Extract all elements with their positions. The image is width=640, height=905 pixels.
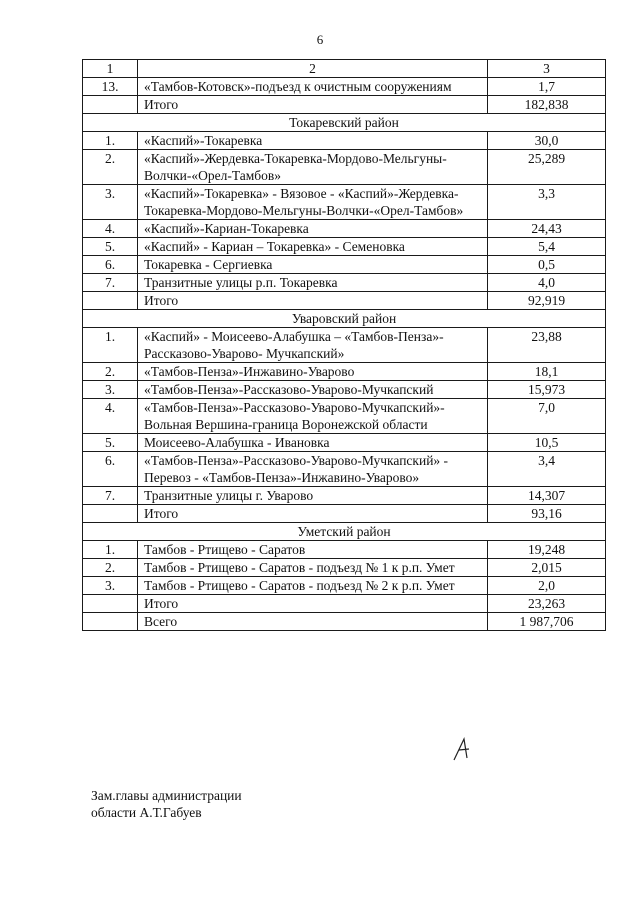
row-number: 1.	[83, 132, 138, 150]
row-number	[83, 595, 138, 613]
road-name: Итого	[138, 96, 488, 114]
table-row	[83, 613, 606, 631]
road-name: «Каспий» - Кариан – Токаревка» - Семеновка	[138, 238, 488, 256]
row-number	[83, 292, 138, 310]
table-row	[83, 274, 606, 292]
row-number	[83, 96, 138, 114]
header-col-3: 3	[488, 60, 606, 78]
row-number: 4.	[83, 220, 138, 238]
table-row	[83, 381, 606, 399]
road-length: 23,88	[488, 328, 606, 363]
table-row	[83, 452, 606, 487]
district-row	[83, 114, 606, 132]
page-number: 6	[316, 32, 324, 47]
road-name: Итого	[138, 595, 488, 613]
road-length: 2,015	[488, 559, 606, 577]
district-title: Уметский район	[83, 523, 606, 541]
signature-position: Зам.главы администрации	[91, 788, 242, 803]
road-length: 1,7	[488, 78, 606, 96]
road-name: «Каспий»-Жердевка-Токаревка-Мордово-Мельгуны-Волчки-«Орел-Тамбов»	[138, 150, 488, 185]
table-row	[83, 595, 606, 613]
road-length: 2,0	[488, 577, 606, 595]
row-number: 7.	[83, 487, 138, 505]
table-row	[83, 256, 606, 274]
table-row	[83, 399, 606, 434]
table-row	[83, 559, 606, 577]
district-row	[83, 523, 606, 541]
table-row	[83, 220, 606, 238]
road-name: «Тамбов-Пенза»-Рассказово-Уварово-Мучкапский» - Перевоз - «Тамбов-Пенза»-Инжавино-Уварово»	[138, 452, 488, 487]
road-length: 10,5	[488, 434, 606, 452]
table-body	[83, 60, 606, 631]
table-row	[83, 292, 606, 310]
table-row	[83, 487, 606, 505]
row-number: 3.	[83, 185, 138, 220]
table-row	[83, 363, 606, 381]
row-number: 4.	[83, 399, 138, 434]
road-length: 19,248	[488, 541, 606, 559]
row-number: 5.	[83, 434, 138, 452]
road-length: 1 987,706	[488, 613, 606, 631]
road-name: «Тамбов-Пенза»-Рассказово-Уварово-Мучкапский»-Вольная Вершина-граница Воронежской области	[138, 399, 488, 434]
table-row	[83, 132, 606, 150]
road-length: 93,16	[488, 505, 606, 523]
table-row	[83, 505, 606, 523]
road-name: Всего	[138, 613, 488, 631]
road-length: 182,838	[488, 96, 606, 114]
road-name: Транзитные улицы р.п. Токаревка	[138, 274, 488, 292]
road-name: «Каспий» - Моисеево-Алабушка – «Тамбов-Пенза»-Рассказово-Уварово- Мучкапский»	[138, 328, 488, 363]
road-name: Тамбов - Ртищево - Саратов - подъезд № 2 к р.п. Умет	[138, 577, 488, 595]
road-name: Итого	[138, 292, 488, 310]
row-number: 5.	[83, 238, 138, 256]
table-row	[83, 577, 606, 595]
row-number: 7.	[83, 274, 138, 292]
table-row	[83, 185, 606, 220]
table-header-row	[83, 60, 606, 78]
road-length: 30,0	[488, 132, 606, 150]
road-length: 92,919	[488, 292, 606, 310]
header-col-1: 1	[83, 60, 138, 78]
road-name: Транзитные улицы г. Уварово	[138, 487, 488, 505]
road-name: Токаревка - Сергиевка	[138, 256, 488, 274]
row-number: 3.	[83, 577, 138, 595]
row-number	[83, 613, 138, 631]
road-length: 3,3	[488, 185, 606, 220]
row-number: 1.	[83, 328, 138, 363]
road-length: 0,5	[488, 256, 606, 274]
header-col-2: 2	[138, 60, 488, 78]
row-number: 2.	[83, 150, 138, 185]
road-length: 4,0	[488, 274, 606, 292]
row-number: 3.	[83, 381, 138, 399]
signature-block	[91, 787, 242, 821]
row-number: 6.	[83, 452, 138, 487]
row-number: 6.	[83, 256, 138, 274]
table-row	[83, 78, 606, 96]
road-length-table	[82, 59, 606, 631]
road-name: Итого	[138, 505, 488, 523]
district-title: Уваровский район	[83, 310, 606, 328]
table-row	[83, 238, 606, 256]
road-length: 18,1	[488, 363, 606, 381]
road-name: «Каспий»-Токаревка	[138, 132, 488, 150]
row-number: 2.	[83, 363, 138, 381]
road-length: 5,4	[488, 238, 606, 256]
table-row	[83, 434, 606, 452]
road-length: 24,43	[488, 220, 606, 238]
road-name: «Тамбов-Пенза»-Рассказово-Уварово-Мучкапский	[138, 381, 488, 399]
district-row	[83, 310, 606, 328]
road-name: Моисеево-Алабушка - Ивановка	[138, 434, 488, 452]
row-number: 2.	[83, 559, 138, 577]
row-number: 1.	[83, 541, 138, 559]
road-length: 3,4	[488, 452, 606, 487]
handwritten-mark	[450, 736, 478, 762]
road-name: «Тамбов-Пенза»-Инжавино-Уварово	[138, 363, 488, 381]
road-name: «Каспий»-Токаревка» - Вязовое - «Каспий»-Жердевка-Токаревка-Мордово-Мельгуны-Волчки-«Орел-Тамбов»	[138, 185, 488, 220]
road-length: 7,0	[488, 399, 606, 434]
table-row	[83, 150, 606, 185]
road-name: «Каспий»-Кариан-Токаревка	[138, 220, 488, 238]
road-name: «Тамбов-Котовск»-подъезд к очистным сооружениям	[138, 78, 488, 96]
road-length: 25,289	[488, 150, 606, 185]
row-number	[83, 505, 138, 523]
district-title: Токаревский район	[83, 114, 606, 132]
table-row	[83, 328, 606, 363]
road-name: Тамбов - Ртищево - Саратов	[138, 541, 488, 559]
road-name: Тамбов - Ртищево - Саратов - подъезд № 1 к р.п. Умет	[138, 559, 488, 577]
table-row	[83, 541, 606, 559]
signature-name: области А.Т.Габуев	[91, 805, 202, 820]
road-length: 15,973	[488, 381, 606, 399]
road-length: 23,263	[488, 595, 606, 613]
table-row	[83, 96, 606, 114]
row-number: 13.	[83, 78, 138, 96]
road-length: 14,307	[488, 487, 606, 505]
